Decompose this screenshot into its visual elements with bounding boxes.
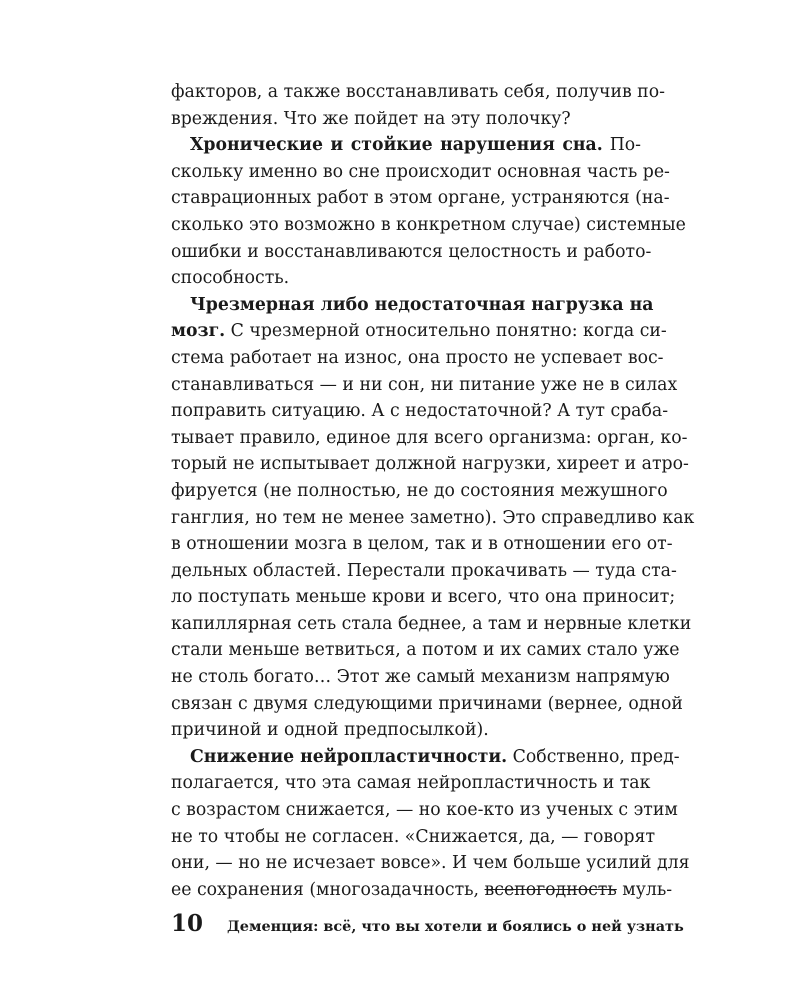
text-line: поправить ситуацию. А с недостаточной? А тут сраба-	[171, 401, 669, 422]
text-line: стали меньше ветвиться, а потом и их самих стало уже	[171, 640, 680, 661]
running-title: Деменция: всё, что вы хотели и боялись о ней узнать	[227, 918, 684, 935]
section-lead: Хронические и стойкие нарушения сна.	[190, 135, 603, 156]
text-line: вреждения. Что же пойдет на эту полочку?	[171, 108, 571, 129]
text-line: станавливаться — и ни сон, ни питание уже не в силах	[171, 374, 678, 395]
text-line: ошибки и восстанавливаются целостность и работо-	[171, 241, 652, 262]
text-line: скольку именно во сне происходит основная часть ре-	[171, 161, 670, 182]
text-line	[171, 318, 667, 345]
text-line: в отношении мозга в целом, так и в отношении его от-	[171, 534, 673, 555]
text-line: не столь богато… Этот же самый механизм напрямую	[171, 667, 670, 688]
section-lead: мозг.	[171, 321, 226, 342]
text-fragment: ее сохранения (многозадачность,	[171, 879, 485, 900]
page-number: 10	[171, 910, 204, 937]
text-line: фируется (не полностью, не до состояния межушного	[171, 480, 668, 501]
text-line: факторов, а также восстанавливать себя, получив по-	[171, 82, 665, 102]
text-line	[171, 744, 680, 771]
text-line: причиной и одной предпосылкой).	[171, 720, 489, 741]
text-line	[171, 132, 641, 159]
text-line: ставрационных работ в этом органе, устраняются (на-	[171, 188, 670, 209]
text-line: стема работает на износ, она просто не успевает вос-	[171, 347, 664, 368]
text-line: сколько это возможно в конкретном случае) системные	[171, 214, 686, 235]
text-line: тывает правило, единое для всего организма: орган, ко-	[171, 427, 688, 448]
text-line: полагается, что эта самая нейропластичность и так	[171, 773, 651, 794]
text-fragment: муль-	[616, 879, 673, 900]
text-line: не то чтобы не согласен. «Снижается, да, — говорят	[171, 826, 656, 847]
text-line: ганглия, но тем не менее заметно). Это справедливо как	[171, 507, 695, 528]
text-line	[171, 292, 654, 319]
text-line: они, — но не исчезает вовсе». И чем больше усилий для	[171, 853, 690, 874]
text-fragment: С чрезмерной относительно понятно: когда си-	[225, 321, 667, 342]
text-line: способность.	[171, 268, 290, 289]
text-fragment: Собственно, пред-	[507, 746, 680, 767]
text-line	[171, 877, 673, 904]
text-line: дельных областей. Перестали прокачивать — туда ста-	[171, 560, 677, 581]
section-lead: Снижение нейропластичности.	[190, 746, 508, 767]
page-footer	[171, 909, 684, 939]
text-line: торый не испытывает должной нагрузки, хиреет и атро-	[171, 454, 689, 475]
text-line: с возрастом снижается, — но кое-кто из ученых с этим	[171, 800, 678, 821]
section-lead: Чрезмерная либо недостаточная нагрузка на	[190, 294, 654, 315]
page-body	[171, 79, 695, 903]
strikethrough-word: всепогодность	[484, 879, 617, 900]
text-fragment: По-	[602, 135, 642, 156]
text-line: ло поступать меньше крови и всего, что она приносит;	[171, 587, 676, 608]
text-line: капиллярная сеть стала беднее, а там и нервные клетки	[171, 613, 692, 634]
text-line: связан с двумя следующими причинами (вернее, одной	[171, 693, 683, 714]
